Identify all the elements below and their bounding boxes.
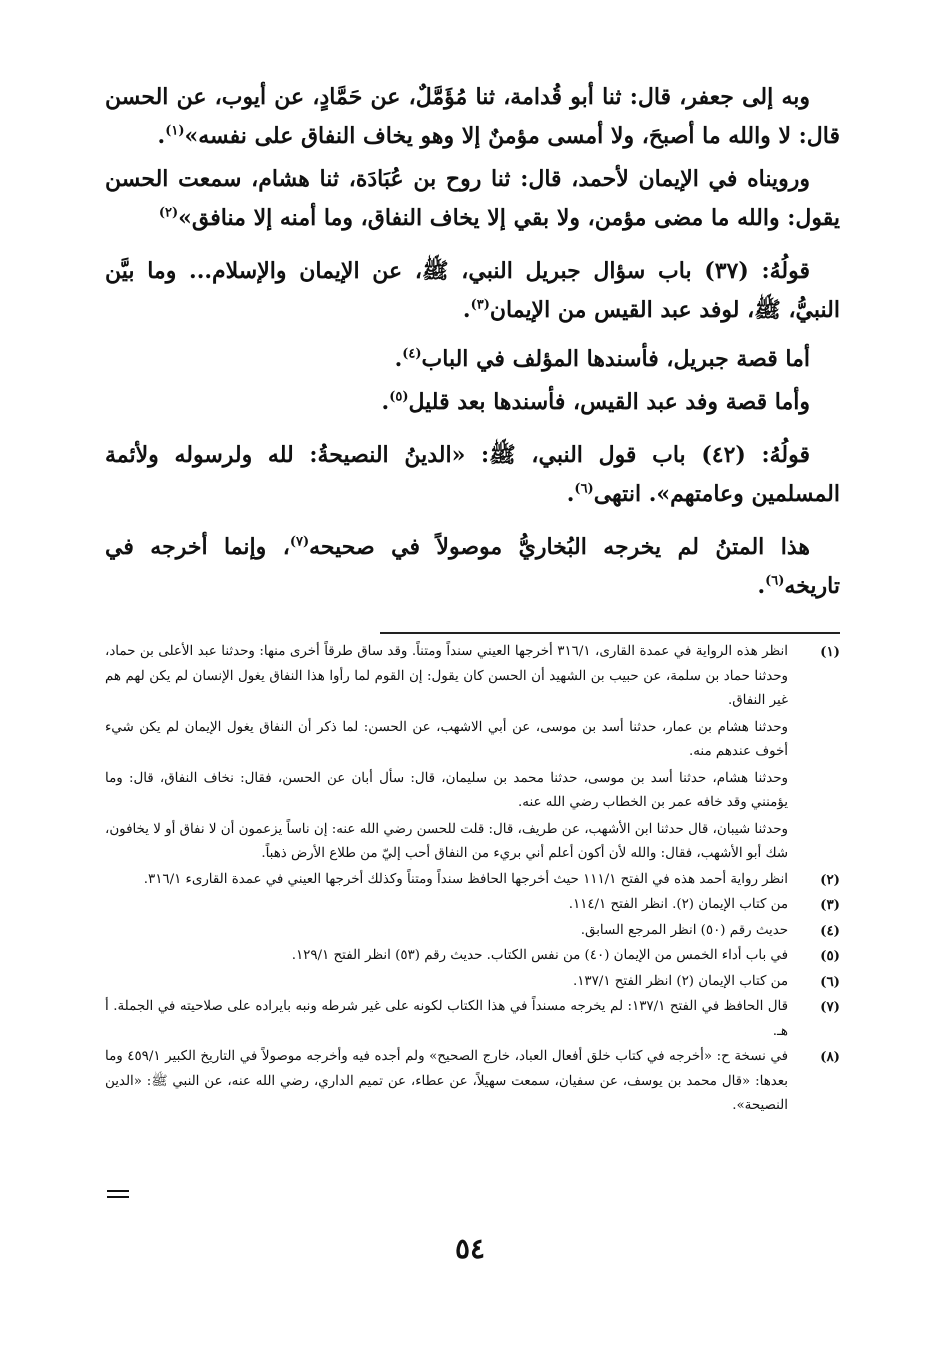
footnote-7: [105, 995, 840, 1044]
paragraph-ahmad-narration: [105, 160, 840, 238]
footnote-2: [105, 868, 840, 893]
footnote-number: (٦): [820, 973, 840, 990]
footnote-body: [105, 995, 788, 1044]
footnotes-section: [105, 640, 840, 1119]
footnote-number: (١): [820, 644, 840, 660]
footnote-3: [105, 893, 840, 918]
footnote-paragraph: انظر هذه الرواية في عمدة القارى، ٣١٦/١ أخرجها العيني سنداً ومتناً. وقد ساق طرقاً أخرى منها: وحدثنا عبد الأعلى بن حماد، وحدثنا حماد بن سلمة، عن حبيب بن الشهيد أن الحسن كان يقول: إن القوم لما رأوا هذا النفاق يغول الإنسان لم يكن لهم هم غير النفاق.: [105, 644, 788, 708]
footnote-ref-8[interactable]: (٦): [765, 573, 785, 589]
footnote-number: (٨): [820, 1049, 840, 1065]
footnote-number: (٥): [820, 948, 840, 964]
footnote-paragraph: في باب أداء الخمس من الإيمان (٤٠) من نفس الكتاب. حديث رقم (٥٣) انظر الفتح ١٢٩/١.: [291, 948, 788, 963]
footnote-body: [105, 970, 788, 995]
footnote-6: [105, 970, 840, 995]
footnote-ref-2[interactable]: (٢): [158, 205, 179, 221]
footnote-number: (٧): [820, 999, 840, 1015]
footnote-ref-1[interactable]: (١): [165, 123, 185, 139]
footnote-ref-6[interactable]: (٦): [574, 481, 594, 497]
paragraph-text: قولُهُ: (٤٢) باب قول النبي، ﷺ: «الدينُ النصيحةُ: لله ولرسوله ولأئمة المسلمين وعامتهم». انتهى: [105, 442, 840, 507]
footnote-separator: [380, 632, 840, 634]
main-text: [105, 78, 840, 606]
footnote-ref-4[interactable]: (٤): [402, 346, 422, 362]
paragraph-text: أما قصة جبريل، فأسندها المؤلف في الباب: [421, 346, 810, 372]
footnote-paragraph: وحدثنا هشام، حدثنا أسد بن موسى، حدثنا محمد بن سليمان، قال: سأل أبان عن الحسن، فقال: نخاف النفاق، قال: وما يؤمنني وقد خافه عمر بن الخطاب رضي الله عنه.: [105, 770, 788, 810]
paragraph-text: قولُهُ: (٣٧) باب سؤال جبريل النبي، ﷺ، عن الإيمان والإسلام... وما بيَّن النبيُّ، ﷺ، لوفد عبد القيس من الإيمان: [105, 258, 840, 323]
continuation-mark: [107, 1190, 129, 1200]
paragraph-chapter-42: قولُهُ: (٤٢) باب قول النبي، ﷺ: «الدينُ النصيحةُ: لله ولرسوله ولأئمة المسلمين وعامتهم». انتهى$^{(٦)}$.: [105, 442, 840, 507]
paragraph-abd-al-qays: وأما قصة وفد عبد القيس، فأسندها بعد قليل$^{(٥)}$.: [381, 389, 810, 415]
footnote-ref-5[interactable]: (٥): [389, 389, 409, 405]
paragraph-text: وأما قصة وفد عبد القيس، فأسندها بعد قليل: [408, 389, 810, 415]
paragraph-hasan-report: وبه إلى جعفر، قال: ثنا أبو قُدامة، ثنا مُؤَمَّلٌ، عن حَمَّادٍ، عن أيوب، عن الحسن قال: لا والله ما أصبحَ، ولا أمسى مؤمنٌ إلا وهو يخاف النفاق على نفسه»$^{(١)}$.: [105, 84, 840, 149]
footnote-paragraph: قال الحافظ في الفتح ١٣٧/١: لم يخرجه مسنداً في هذا الكتاب لكونه على غير شرطه ونبه بايراده على صلاحيته في الجملة. أ هـ.: [105, 999, 788, 1039]
footnote-8: [105, 1045, 840, 1119]
footnote-paragraph: في نسخة ح: «أخرجه في كتاب خلق أفعال العباد، خارج الصحيح» ولم أجده فيه وأخرجه موصولاً في التاريخ الكبير ٤٥٩/١ وما بعدها: «قال محمد بن يوسف، عن سفيان، سمعت سهيلاً، عن عطاء، عن تميم الداري، رضي الله عنه، عن النبي ﷺ: «الدين النصيحة».: [105, 1049, 788, 1113]
footnote-paragraph: وحدثنا هشام بن عمار، حدثنا أسد بن موسى، عن أبي الاشهب، عن الحسن: لما ذكر أن النفاق يغول الإيمان لم يكن شيء أخوف عندهم منه.: [105, 719, 788, 759]
footnote-number: (٤): [820, 922, 840, 939]
footnote-body: [105, 944, 788, 969]
footnote-body: [105, 919, 788, 944]
paragraph-bukhari-remark: هذا المتنُ لم يخرجه البُخاريُّ موصولاً في صحيحه$^{(٧)}$، وإنما أخرجه في تاريخه$^{(٦)}$.: [105, 534, 840, 599]
footnote-4: [105, 919, 840, 944]
paragraph-text: ، وإنما أخرجه في تاريخه: [105, 534, 840, 599]
footnote-1: [105, 640, 840, 867]
footnote-paragraph: وحدثنا شيبان، قال حدثنا ابن الأشهب، عن طريف، قال: قلت للحسن رضي الله عنه: إن ناساً يزعمون أن لا نفاق أو لا يخافون، شك أبو الأشهب، فقال: والله لأن أكون أعلم أني بريء من النفاق أحب إليّ من طلاع الأرض ذهباً.: [105, 821, 788, 861]
footnote-body: [105, 640, 788, 867]
footnote-ref-3[interactable]: (٣): [470, 297, 490, 313]
footnote-paragraph: من كتاب الإيمان (٢). انظر الفتح ١١٤/١.: [568, 897, 788, 912]
page-number: ٥٤: [454, 1232, 486, 1265]
footnote-body: [105, 1045, 788, 1119]
paragraph-text: هذا المتنُ لم يخرجه البُخاريُّ موصولاً في صحيحه: [309, 534, 810, 560]
footnote-body: [105, 868, 788, 893]
paragraph-text: ورويناه في الإيمان لأحمد، قال: ثنا روح بن عُبَادَة، ثنا هشام، سمعت الحسن يقول: والله ما مضى مؤمن، ولا بقي إلا يخاف النفاق، وما أمنه إلا منافق»: [105, 166, 840, 231]
paragraph-chapter-37: قولُهُ: (٣٧) باب سؤال جبريل النبي، ﷺ، عن الإيمان والإسلام... وما بيَّن النبيُّ، ﷺ، لوفد عبد القيس من الإيمان$^{(٣)}$.: [105, 258, 840, 323]
paragraph-text: وبه إلى جعفر، قال: ثنا أبو قُدامة، ثنا مُؤَمَّلٌ، عن حَمَّادٍ، عن أيوب، عن الحسن قال: لا والله ما أصبحَ، ولا أمسى مؤمنٌ إلا وهو يخاف النفاق على نفسه»: [105, 84, 840, 149]
footnote-5: [105, 944, 840, 969]
footnote-number: (٣): [820, 897, 840, 913]
footnote-paragraph: انظر رواية أحمد هذه في الفتح ١١١/١ حيث أخرجها الحافظ سنداً ومتناً وكذلك أخرجها العيني في عمدة القارىء ٣١٦/١.: [143, 871, 788, 887]
footnote-body: [105, 893, 788, 918]
paragraph-jibril-story: أما قصة جبريل، فأسندها المؤلف في الباب$^{(٤)}$.: [394, 346, 810, 372]
footnote-ref-7[interactable]: (٧): [289, 534, 310, 550]
footnote-paragraph: حديث رقم (٥٠) انظر المرجع السابق.: [580, 922, 788, 938]
footnote-paragraph: من كتاب الإيمان (٢) انظر الفتح ١٣٧/١.: [572, 973, 788, 989]
footnote-number: (٢): [820, 871, 840, 888]
